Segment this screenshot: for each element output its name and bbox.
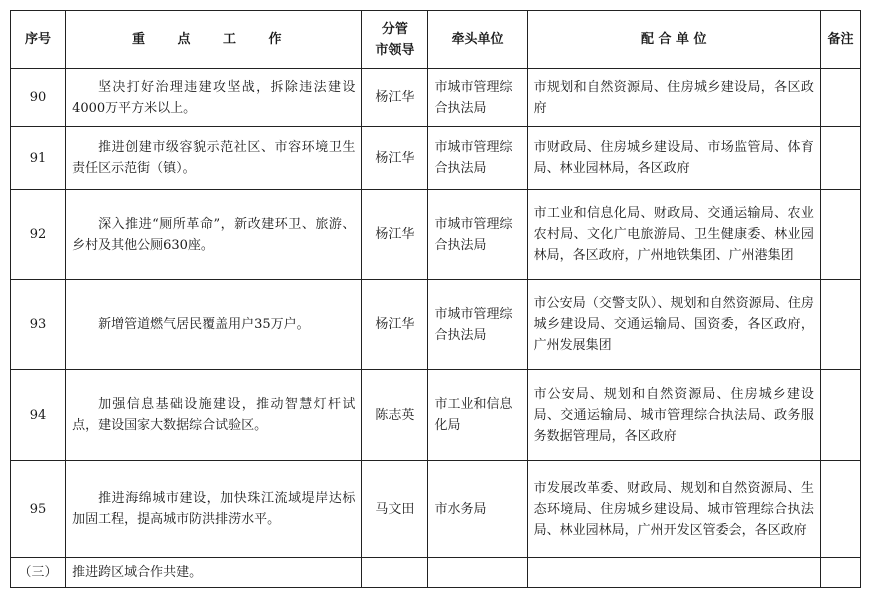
row-leader: 马文田 — [362, 461, 428, 558]
row-lead-unit: 市城市管理综合执法局 — [428, 280, 527, 370]
row-lead-unit: 市城市管理综合执法局 — [428, 127, 527, 190]
table-row — [11, 461, 861, 558]
table-row — [11, 127, 861, 190]
row-work: 推进海绵城市建设，加快珠江流域堤岸达标加固工程，提高城市防洪排涝水平。 — [66, 461, 362, 558]
section-empty-cell — [527, 558, 820, 588]
header-work — [66, 11, 362, 69]
table-header-row — [11, 11, 861, 69]
table-row — [11, 190, 861, 280]
row-note — [820, 127, 860, 190]
section-empty-cell — [820, 558, 860, 588]
key-work-table — [10, 10, 861, 588]
row-lead-unit: 市工业和信息化局 — [428, 370, 527, 461]
row-no: 92 — [11, 190, 66, 280]
header-leader-line1: 分管 — [381, 21, 408, 37]
section-empty-cell — [362, 558, 428, 588]
header-no: 序号 — [11, 11, 66, 69]
row-no: 95 — [11, 461, 66, 558]
row-note — [820, 190, 860, 280]
row-lead-unit: 市城市管理综合执法局 — [428, 190, 527, 280]
row-coop: 市发展改革委、财政局、规划和自然资源局、生态环境局、住房城乡建设局、城市管理综合执法局、林业园林局，广州开发区管委会，各区政府 — [527, 461, 820, 558]
header-work-label: 重 点 工 作 — [131, 32, 296, 47]
row-work: 深入推进“厕所革命”，新改建环卫、旅游、乡村及其他公厕630座。 — [66, 190, 362, 280]
row-leader: 陈志英 — [362, 370, 428, 461]
row-work: 加强信息基础设施建设，推动智慧灯杆试点，建设国家大数据综合试验区。 — [66, 370, 362, 461]
row-leader: 杨江华 — [362, 190, 428, 280]
row-note — [820, 280, 860, 370]
row-no: 91 — [11, 127, 66, 190]
row-work: 推进创建市级容貌示范社区、市容环境卫生责任区示范街（镇）。 — [66, 127, 362, 190]
row-coop: 市规划和自然资源局、住房城乡建设局，各区政府 — [527, 69, 820, 127]
row-work: 坚决打好治理违建攻坚战，拆除违法建设4000万平方米以上。 — [66, 69, 362, 127]
header-coop-unit: 配 合 单 位 — [527, 11, 820, 69]
row-lead-unit: 市城市管理综合执法局 — [428, 69, 527, 127]
row-leader: 杨江华 — [362, 69, 428, 127]
row-leader: 杨江华 — [362, 280, 428, 370]
row-coop: 市公安局、规划和自然资源局、住房城乡建设局、交通运输局、城市管理综合执法局、政务服务数据管理局，各区政府 — [527, 370, 820, 461]
header-lead-unit: 牵头单位 — [428, 11, 527, 69]
row-note — [820, 69, 860, 127]
header-leader — [362, 11, 428, 69]
row-no: 94 — [11, 370, 66, 461]
row-coop: 市公安局（交警支队）、规划和自然资源局、住房城乡建设局、交通运输局、国资委，各区政府，广州发展集团 — [527, 280, 820, 370]
section-title: 推进跨区域合作共建。 — [66, 558, 362, 588]
section-row — [11, 558, 861, 588]
section-empty-cell — [428, 558, 527, 588]
section-no: （三） — [11, 558, 66, 588]
table-row — [11, 370, 861, 461]
row-work: 新增管道燃气居民覆盖用户35万户。 — [66, 280, 362, 370]
row-coop: 市财政局、住房城乡建设局、市场监管局、体育局、林业园林局，各区政府 — [527, 127, 820, 190]
header-leader-line2: 市领导 — [375, 42, 415, 58]
table-row — [11, 69, 861, 127]
row-coop: 市工业和信息化局、财政局、交通运输局、农业农村局、文化广电旅游局、卫生健康委、林业园林局，各区政府，广州地铁集团、广州港集团 — [527, 190, 820, 280]
table-row — [11, 280, 861, 370]
row-no: 93 — [11, 280, 66, 370]
header-note: 备注 — [820, 11, 860, 69]
row-no: 90 — [11, 69, 66, 127]
row-note — [820, 461, 860, 558]
row-note — [820, 370, 860, 461]
row-lead-unit: 市水务局 — [428, 461, 527, 558]
row-leader: 杨江华 — [362, 127, 428, 190]
